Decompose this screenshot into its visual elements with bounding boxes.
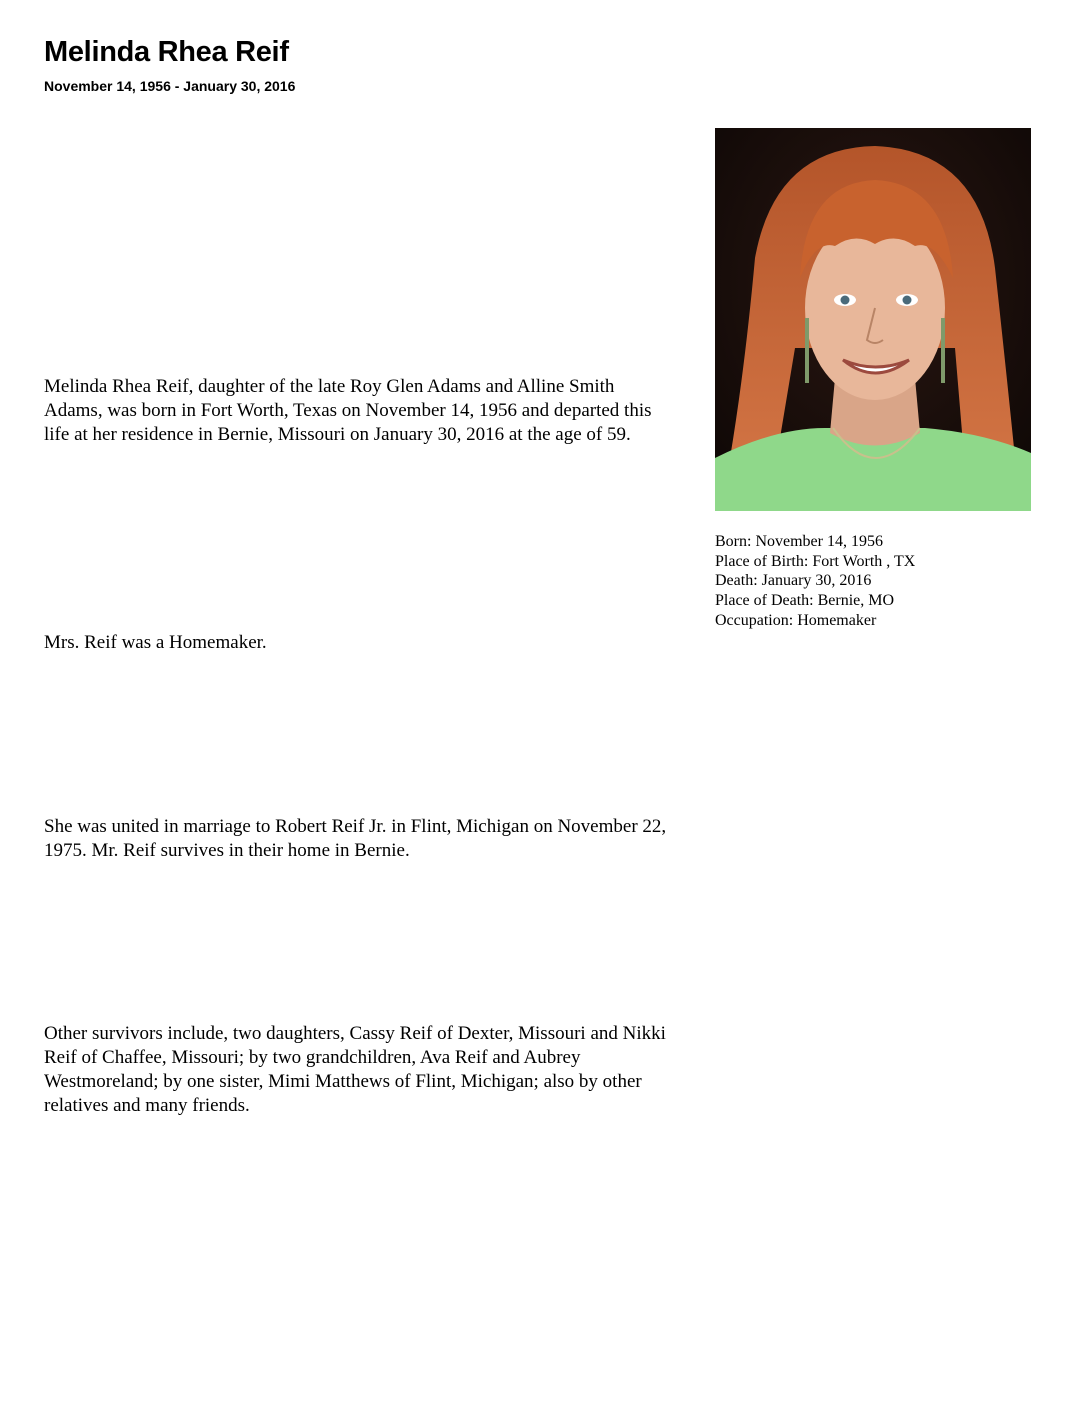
vital-facts <box>715 532 915 631</box>
life-dates: November 14, 1956 - January 30, 2016 <box>44 78 296 94</box>
fact-occupation: Occupation: Homemaker <box>715 611 877 629</box>
fact-place-of-birth: Place of Birth: Fort Worth , TX <box>715 552 916 570</box>
fact-born: Born: November 14, 1956 <box>715 533 883 550</box>
fact-death: Death: January 30, 2016 <box>715 572 872 590</box>
portrait-photo <box>715 128 1031 511</box>
obituary-name: Melinda Rhea Reif <box>44 36 289 68</box>
paragraph-marriage: She was united in marriage to Robert Reif Jr. in Flint, Michigan on November 22, 1975. Mr. Reif survives in their home in Bernie. <box>44 816 667 861</box>
fact-place-of-death: Place of Death: Bernie, MO <box>715 592 895 610</box>
paragraph-survivors: Other survivors include, two daughters, Cassy Reif of Dexter, Missouri and Nikki Reif of Chaffee, Missouri; by two grandchildren, Ava Reif and Aubrey Westmoreland; by one sister, Mimi Matthews of Flint, Michigan; also by other relatives and many friends. <box>44 1023 666 1116</box>
paragraph-occupation: Mrs. Reif was a Homemaker. <box>44 632 267 653</box>
paragraph-family-birth: Melinda Rhea Reif, daughter of the late Roy Glen Adams and Alline Smith Adams, was born in Fort Worth, Texas on November 14, 1956 and departed this life at her residence in Bernie, Missouri on January 30, 2016 at the age of 59. <box>44 376 652 445</box>
